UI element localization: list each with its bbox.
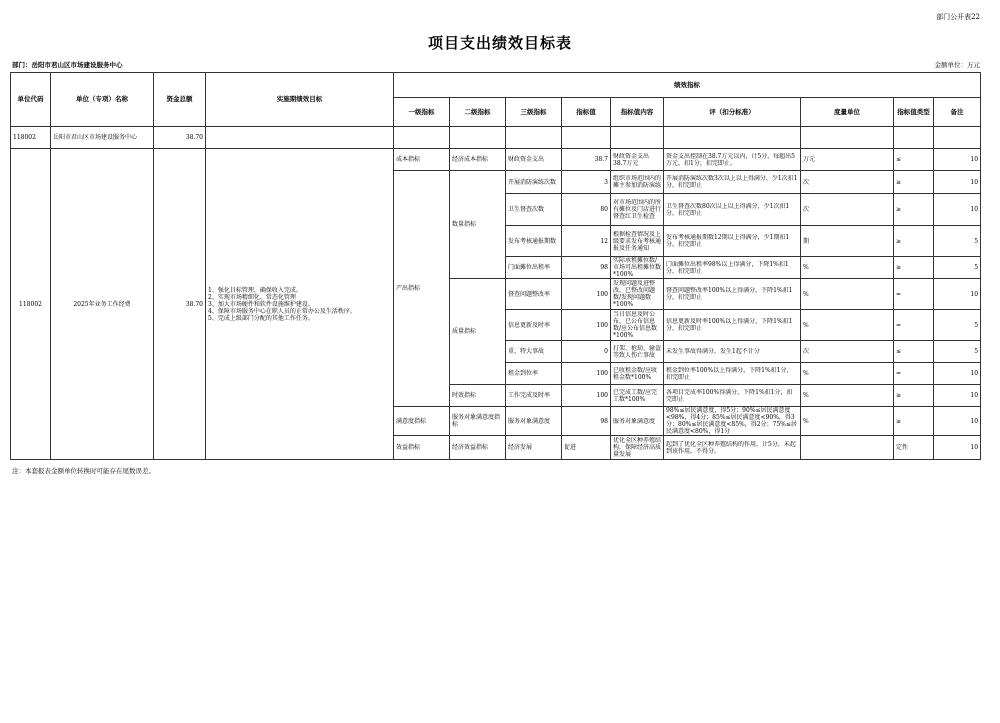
unit-cell: % bbox=[801, 257, 894, 279]
type-cell: = bbox=[894, 363, 934, 385]
value-cell: 80 bbox=[562, 194, 611, 226]
amount-unit-label: 金额单位：万元 bbox=[934, 61, 980, 69]
project-code: 118002 bbox=[11, 149, 51, 460]
project-goal: 1、强化目标管理，确保收入完成。 2、实现市场精细化、常态化管理 3、加大市场硬件和软件设施维护建设。 4、保障市场服务中心在职人员的正常办公及生活秩序。 5、完成上级部门分配的其他工作任务。 bbox=[206, 149, 394, 460]
scoring-cell: 资金支出控制在38.7万元以内，计5分，每超出5万元，扣1分，扣完即止。 bbox=[664, 149, 801, 171]
summary-code: 118002 bbox=[11, 127, 51, 149]
remark-cell: 5 bbox=[934, 226, 981, 257]
content-cell: 打架、抢劫、偷盗等致人伤亡事故 bbox=[611, 341, 664, 363]
level3-cell: 开展消防演练次数 bbox=[506, 171, 562, 194]
level3-cell: 财政资金支出 bbox=[506, 149, 562, 171]
type-cell: ≥ bbox=[894, 171, 934, 194]
unit-cell: 次 bbox=[801, 194, 894, 226]
level3-cell: 服务对象满意度 bbox=[506, 407, 562, 436]
content-cell: 优化全区种养殖结构，保障经济高质量发展 bbox=[611, 436, 664, 460]
content-cell: 当日信息及时公布，已公布信息数/应公布信息数*100% bbox=[611, 310, 664, 341]
remark-cell: 10 bbox=[934, 363, 981, 385]
scoring-cell: 未发生事故得满分，发生1起不计分 bbox=[664, 341, 801, 363]
type-cell: ≥ bbox=[894, 194, 934, 226]
unit-cell: 次 bbox=[801, 341, 894, 363]
type-cell: ≤ bbox=[894, 341, 934, 363]
scoring-cell: 门面摊位出租率98%以上得满分，下降1%扣1分，扣完即止 bbox=[664, 257, 801, 279]
scoring-cell: 督查问题整改率100%以上得满分，下降1%扣1分，扣完即止 bbox=[664, 279, 801, 310]
content-cell: 服务对象满意度 bbox=[611, 407, 664, 436]
level3-cell: 租金到位率 bbox=[506, 363, 562, 385]
table-row bbox=[11, 149, 981, 171]
level1-satisfaction: 满意度指标 bbox=[394, 407, 450, 436]
type-cell: = bbox=[894, 310, 934, 341]
content-cell: 已收租金数/应收租金数*100% bbox=[611, 363, 664, 385]
level3-cell: 门面摊位出租率 bbox=[506, 257, 562, 279]
header-content: 指标值内容 bbox=[611, 98, 664, 127]
scoring-cell: 卫生督查次数80次以上以上得满分，少1次扣1分，扣完即止 bbox=[664, 194, 801, 226]
content-cell: 发现问题及进整改，已整改问题数/发现问题数*100% bbox=[611, 279, 664, 310]
scoring-cell: 信息更新及时率100%以上得满分，下降1%扣1分，扣完即止 bbox=[664, 310, 801, 341]
remark-cell: 10 bbox=[934, 407, 981, 436]
department-label: 部门：岳阳市君山区市场建设服务中心 bbox=[12, 61, 123, 69]
remark-cell: 10 bbox=[934, 279, 981, 310]
header-goal: 实施期绩效目标 bbox=[206, 73, 394, 127]
type-cell: ≥ bbox=[894, 407, 934, 436]
remark-cell: 10 bbox=[934, 171, 981, 194]
type-cell: = bbox=[894, 279, 934, 310]
header-value-type: 指标值类型 bbox=[894, 98, 934, 127]
unit-cell: 次 bbox=[801, 171, 894, 194]
level2-service-satisfaction: 服务对象满意度指标 bbox=[450, 407, 506, 436]
scoring-cell: 开展消防演练次数3次以上以上得满分，少1次扣1分，扣完即止 bbox=[664, 171, 801, 194]
content-cell: 根据检查情况及上级要求发布考核通报及任务通知 bbox=[611, 226, 664, 257]
type-cell: ≥ bbox=[894, 257, 934, 279]
level2-timeliness: 时效指标 bbox=[450, 385, 506, 407]
header-total-funds: 资金总额 bbox=[154, 73, 206, 127]
value-cell: 98 bbox=[562, 257, 611, 279]
scoring-cell: 各项目完成率100%得满分，下降1%扣1分，扣完即止 bbox=[664, 385, 801, 407]
unit-cell bbox=[801, 436, 894, 460]
remark-cell: 10 bbox=[934, 436, 981, 460]
remark-cell: 10 bbox=[934, 194, 981, 226]
level2-economic-cost: 经济成本指标 bbox=[450, 149, 506, 171]
level3-cell: 重、特大事故 bbox=[506, 341, 562, 363]
type-cell: 定性 bbox=[894, 436, 934, 460]
value-cell: 12 bbox=[562, 226, 611, 257]
level2-quantity: 数量指标 bbox=[450, 171, 506, 279]
unit-cell: % bbox=[801, 279, 894, 310]
remark-cell: 10 bbox=[934, 149, 981, 171]
level2-quality: 质量指标 bbox=[450, 279, 506, 385]
level3-cell: 工作完成及时率 bbox=[506, 385, 562, 407]
header-scoring: 评（扣分标准） bbox=[664, 98, 801, 127]
value-cell: 98 bbox=[562, 407, 611, 436]
project-name: 2025年业务工作经费 bbox=[51, 149, 154, 460]
scoring-cell: 租金到位率100%以上得满分，下降1%扣1分，扣完即止 bbox=[664, 363, 801, 385]
header-measure-unit: 度量单位 bbox=[801, 98, 894, 127]
value-cell: 100 bbox=[562, 385, 611, 407]
content-cell: 实际承租摊位数/市场可出租摊位数*100% bbox=[611, 257, 664, 279]
page-title: 项目支出绩效目标表 bbox=[427, 34, 572, 52]
header-value: 指标值 bbox=[562, 98, 611, 127]
value-cell: 38.7 bbox=[562, 149, 611, 171]
remark-cell: 5 bbox=[934, 310, 981, 341]
content-cell: 财政资金支出38.7万元 bbox=[611, 149, 664, 171]
value-cell: 0 bbox=[562, 341, 611, 363]
remark-cell: 10 bbox=[934, 385, 981, 407]
table-number-label: 部门公开表22 bbox=[936, 13, 980, 21]
scoring-cell: 发布考核通报期数12期以上得满分，少1期扣1分，扣完即止 bbox=[664, 226, 801, 257]
summary-row bbox=[11, 127, 981, 149]
value-cell: 100 bbox=[562, 363, 611, 385]
type-cell: ≤ bbox=[894, 149, 934, 171]
value-cell: 100 bbox=[562, 310, 611, 341]
type-cell: ≥ bbox=[894, 226, 934, 257]
header-level3: 三级指标 bbox=[506, 98, 562, 127]
unit-cell: 万元 bbox=[801, 149, 894, 171]
unit-cell: % bbox=[801, 407, 894, 436]
unit-cell: % bbox=[801, 310, 894, 341]
footnote: 注：本套报表金额单位转换时可能存在尾数误差。 bbox=[12, 467, 155, 475]
type-cell: ≥ bbox=[894, 385, 934, 407]
header-remark: 备注 bbox=[934, 98, 981, 127]
level1-cost: 成本指标 bbox=[394, 149, 450, 171]
value-cell: 3 bbox=[562, 171, 611, 194]
header-unit-code: 单位代码 bbox=[11, 73, 51, 127]
summary-name: 岳阳市君山区市场建设服务中心 bbox=[51, 127, 154, 149]
content-cell: 已完成工数/应完工数*100% bbox=[611, 385, 664, 407]
summary-amount: 38.70 bbox=[154, 127, 206, 149]
header-level1: 一级指标 bbox=[394, 98, 450, 127]
header-unit-name: 单位（专项）名称 bbox=[51, 73, 154, 127]
level3-cell: 发布考核通报期数 bbox=[506, 226, 562, 257]
value-cell: 促进 bbox=[562, 436, 611, 460]
performance-table bbox=[10, 72, 981, 460]
level2-economic-benefit: 经济效益指标 bbox=[450, 436, 506, 460]
unit-cell: 期 bbox=[801, 226, 894, 257]
value-cell: 100 bbox=[562, 279, 611, 310]
level3-cell: 督查问题整改率 bbox=[506, 279, 562, 310]
scoring-cell: 起到了优化全区种养殖结构的作用，计5分，未起到该作用，不得分。 bbox=[664, 436, 801, 460]
level3-cell: 经济发展 bbox=[506, 436, 562, 460]
content-cell: 组织市场范围内的摊主参加消防演练 bbox=[611, 171, 664, 194]
header-level2: 二级指标 bbox=[450, 98, 506, 127]
header-indicators: 绩效指标 bbox=[394, 73, 981, 98]
remark-cell: 5 bbox=[934, 341, 981, 363]
scoring-cell: 98%≤居民满意度，得5分；90%≤居民满意度<98%，得4分；85%≤居民满意度<90%，得3分；80%≤居民满意度<85%，得2分；75%≤居民满意度<80%，得1分 bbox=[664, 407, 801, 436]
level1-benefit: 效益指标 bbox=[394, 436, 450, 460]
content-cell: 对市场范围内的所有摊位及门店进行督查红卫生检查 bbox=[611, 194, 664, 226]
level3-cell: 信息更新及时率 bbox=[506, 310, 562, 341]
unit-cell: % bbox=[801, 385, 894, 407]
level3-cell: 卫生督查次数 bbox=[506, 194, 562, 226]
project-amount: 38.70 bbox=[154, 149, 206, 460]
unit-cell: % bbox=[801, 363, 894, 385]
remark-cell: 5 bbox=[934, 257, 981, 279]
level1-output: 产出指标 bbox=[394, 171, 450, 407]
